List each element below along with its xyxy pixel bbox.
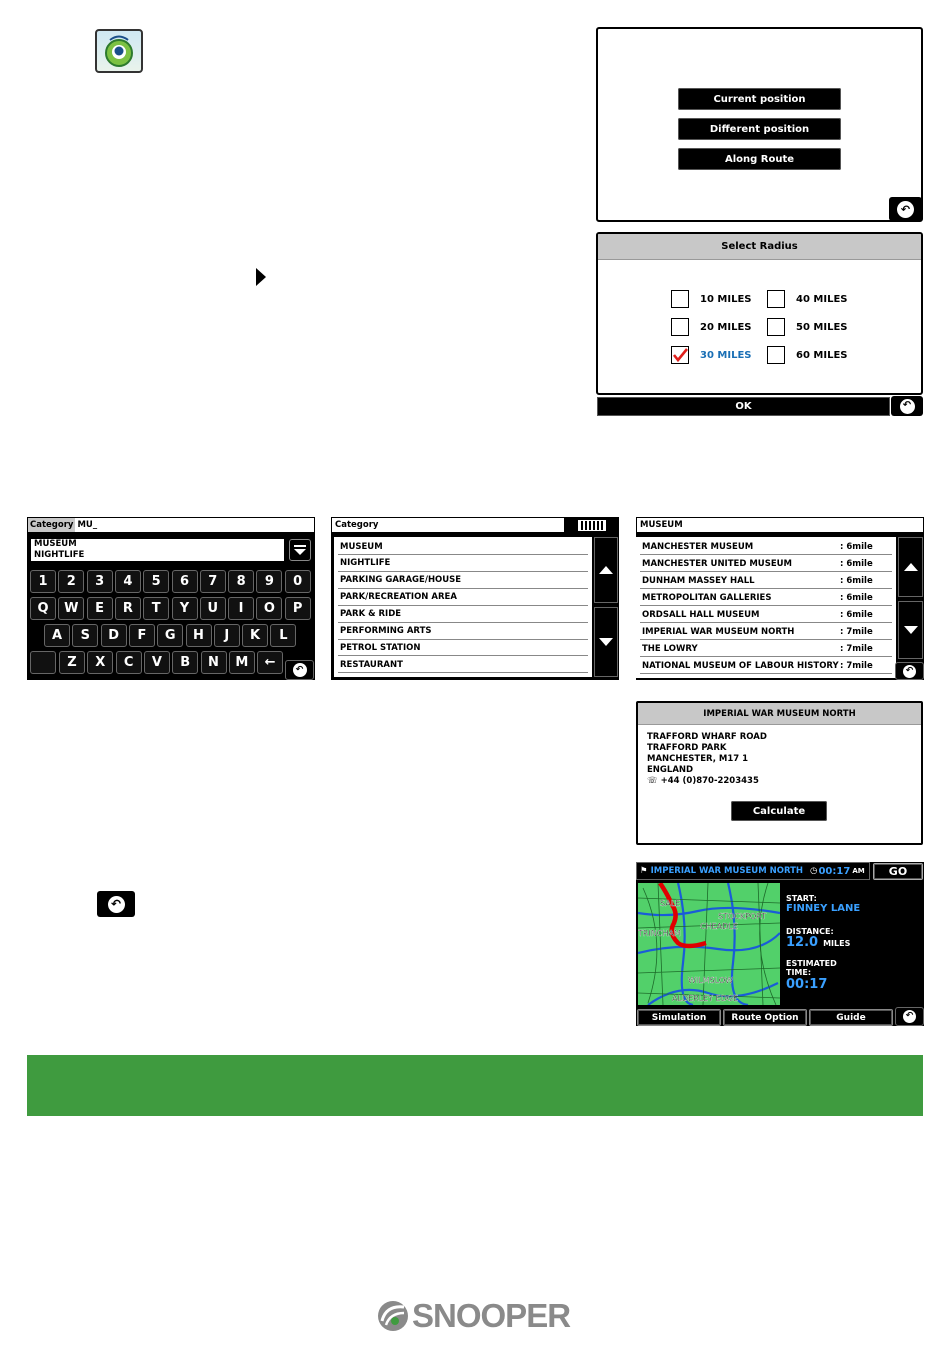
address-line: ENGLAND (647, 765, 694, 775)
result-distance: : 6mile (840, 610, 873, 620)
results-back-button[interactable] (895, 662, 924, 680)
route-header (636, 862, 870, 880)
flag-icon: ⚑ (640, 866, 648, 876)
result-row[interactable] (640, 573, 892, 589)
different-position-button[interactable]: Different position (678, 118, 841, 140)
address-line: TRAFFORD PARK (647, 743, 727, 753)
route-map (638, 883, 780, 1005)
category-search-field[interactable] (27, 517, 315, 533)
radius-10-checkbox[interactable] (671, 290, 689, 308)
key[interactable]: A (44, 624, 70, 647)
radius-title: Select Radius (721, 241, 798, 252)
key[interactable]: E (87, 597, 113, 620)
snooper-logo-icon (376, 1299, 410, 1333)
back-arrow-icon: ↶ (900, 399, 915, 414)
result-row[interactable] (640, 624, 892, 640)
key[interactable]: 1 (30, 570, 56, 593)
chevron-down-icon (294, 549, 306, 555)
result-distance: : 6mile (840, 542, 873, 552)
key[interactable]: X (87, 651, 113, 674)
category-item[interactable]: PARK & RIDE (338, 607, 588, 623)
suggestion-dropdown-button[interactable] (289, 539, 311, 561)
radius-30-label: 30 MILES (700, 350, 752, 361)
radius-10-label: 10 MILES (700, 294, 752, 305)
category-field-value: MU_ (77, 520, 98, 530)
category-item[interactable]: NIGHTLIFE (338, 556, 588, 572)
start-value: FINNEY LANE (786, 903, 861, 914)
category-field-label: Category (30, 520, 74, 530)
radius-40-label: 40 MILES (796, 294, 848, 305)
key[interactable]: G (157, 624, 183, 647)
key[interactable]: 8 (228, 570, 254, 593)
route-info-panel (786, 894, 860, 993)
snooper-logo (376, 1298, 576, 1334)
category-item[interactable]: PARK/RECREATION AREA (338, 590, 588, 606)
suggestion-item[interactable]: NIGHTLIFE (34, 550, 85, 560)
poi-eye-icon (97, 31, 141, 71)
results-screen (636, 517, 924, 680)
keyboard-screen (27, 517, 315, 680)
key[interactable]: S (72, 624, 98, 647)
key[interactable]: M (229, 651, 255, 674)
radius-60-checkbox[interactable] (767, 346, 785, 364)
distance-label: DISTANCE: (786, 927, 834, 936)
result-name: MANCHESTER MUSEUM (642, 542, 754, 552)
key[interactable]: U (200, 597, 226, 620)
key[interactable]: D (101, 624, 127, 647)
up-arrow-icon (904, 563, 918, 571)
route-back-button[interactable] (895, 1007, 924, 1026)
down-arrow-icon (599, 638, 613, 646)
key[interactable]: J (214, 624, 240, 647)
results-field[interactable] (636, 517, 924, 533)
key[interactable]: N (201, 651, 227, 674)
radius-screen (596, 232, 923, 395)
result-row[interactable] (640, 658, 892, 674)
guide-button[interactable]: Guide (809, 1009, 893, 1026)
calculate-button[interactable]: Calculate (731, 801, 827, 821)
simulation-button[interactable]: Simulation (637, 1009, 721, 1026)
result-row[interactable] (640, 607, 892, 623)
map-label: TRINCHAM (638, 929, 681, 938)
map-label: ALDERLEY EDGE (672, 994, 739, 1003)
up-arrow-icon (599, 566, 613, 574)
radius-20-label: 20 MILES (700, 322, 752, 333)
key[interactable]: B (172, 651, 198, 674)
result-name: METROPOLITAN GALLERIES (642, 593, 772, 603)
category-item[interactable]: PERFORMING ARTS (338, 624, 588, 640)
map-label: WILMSLOW (688, 976, 734, 985)
poi-detail-title-bar (638, 703, 921, 725)
result-distance: : 7mile (840, 627, 873, 637)
poi-title: IMPERIAL WAR MUSEUM NORTH (703, 708, 856, 719)
back-arrow-icon: ↶ (903, 1010, 916, 1023)
current-position-button[interactable]: Current position (678, 88, 841, 110)
key[interactable]: 7 (200, 570, 226, 593)
route-ampm: AM (852, 867, 865, 875)
map-label: CHEADLE (700, 922, 738, 931)
green-band (27, 1055, 923, 1116)
radius-title-bar (598, 234, 921, 260)
key[interactable]: Z (59, 651, 85, 674)
key[interactable]: V (144, 651, 170, 674)
radius-40-checkbox[interactable] (767, 290, 785, 308)
back-arrow-icon: ↶ (897, 201, 914, 218)
ok-button[interactable]: OK (597, 397, 890, 416)
result-row[interactable] (640, 539, 892, 555)
poi-address (647, 732, 767, 787)
route-destination: IMPERIAL WAR MUSEUM NORTH (650, 866, 804, 876)
along-route-button[interactable]: Along Route (678, 148, 841, 170)
address-line: MANCHESTER, M17 1 (647, 754, 749, 764)
key[interactable]: ← (257, 651, 283, 674)
go-button[interactable]: GO (873, 863, 923, 880)
estimated-time-value: 00:17 (786, 977, 828, 992)
down-arrow-icon (904, 626, 918, 634)
result-distance: : 7mile (840, 644, 873, 654)
time-label: TIME: (786, 968, 812, 977)
map-label: STOCKPORT (718, 912, 767, 921)
scroll-down-button[interactable] (594, 607, 618, 677)
category-item[interactable]: PARKING GARAGE/HOUSE (338, 573, 588, 589)
results-list (636, 537, 896, 678)
scroll-up-button[interactable] (594, 537, 618, 603)
results-field-label: MUSEUM (640, 520, 683, 530)
radius-50-label: 50 MILES (796, 322, 848, 333)
back-arrow-icon: ↶ (293, 663, 307, 677)
start-label: START: (786, 894, 817, 903)
key[interactable]: K (242, 624, 268, 647)
key[interactable]: F (129, 624, 155, 647)
map-label: SALE (660, 899, 681, 908)
result-distance: : 6mile (840, 593, 873, 603)
result-name: IMPERIAL WAR MUSEUM NORTH (642, 627, 795, 637)
key[interactable]: 2 (58, 570, 84, 593)
category-list (334, 537, 592, 677)
radius-30-checkbox[interactable] (671, 346, 689, 364)
result-row[interactable] (640, 641, 892, 657)
route-time: 00:17 (818, 865, 851, 877)
result-distance: : 7mile (840, 661, 873, 671)
result-distance: : 6mile (840, 559, 873, 569)
key[interactable]: C (116, 651, 142, 674)
result-name: DUNHAM MASSEY HALL (642, 576, 755, 586)
result-name: THE LOWRY (642, 644, 698, 654)
key[interactable]: R (115, 597, 141, 620)
keyboard-back-button[interactable] (285, 660, 314, 680)
radius-60-label: 60 MILES (796, 350, 848, 361)
key[interactable]: W (58, 597, 84, 620)
address-line: TRAFFORD WHARF ROAD (647, 732, 767, 742)
key[interactable]: O (256, 597, 282, 620)
back-button-illustration: ↶ (97, 891, 135, 917)
category-field[interactable] (331, 517, 565, 533)
back-button[interactable] (889, 197, 922, 221)
radius-20-checkbox[interactable] (671, 318, 689, 336)
key[interactable]: T (143, 597, 169, 620)
location-menu-screen (596, 27, 923, 222)
key[interactable]: H (186, 624, 212, 647)
category-item[interactable]: PETROL STATION (338, 640, 588, 656)
result-row[interactable] (640, 590, 892, 606)
distance-value: 12.0 (786, 935, 819, 950)
poi-detail-screen (636, 701, 923, 845)
key[interactable]: Y (172, 597, 198, 620)
key[interactable]: I (228, 597, 254, 620)
key[interactable]: 4 (115, 570, 141, 593)
key[interactable]: Q (30, 597, 56, 620)
radius-50-checkbox[interactable] (767, 318, 785, 336)
triangle-marker-icon (256, 268, 266, 286)
result-name: NATIONAL MUSEUM OF LABOUR HISTORY (642, 661, 839, 671)
result-row[interactable] (640, 556, 892, 572)
category-list-screen (331, 517, 619, 680)
poi-phone: +44 (0)870-2203435 (660, 776, 759, 786)
route-summary-screen (636, 862, 924, 1026)
result-name: MANCHESTER UNITED MUSEUM (642, 559, 792, 569)
key[interactable]: 6 (172, 570, 198, 593)
results-scroll-up-button[interactable] (898, 537, 923, 597)
key[interactable]: 0 (285, 570, 311, 593)
category-item[interactable]: MUSEUM (338, 539, 588, 555)
suggestion-item[interactable]: MUSEUM (34, 539, 77, 549)
blank-key[interactable] (30, 651, 56, 674)
keyboard-toggle-button[interactable] (567, 517, 617, 533)
category-item[interactable]: RESTAURANT (338, 657, 588, 673)
back-arrow-icon: ↶ (903, 665, 916, 678)
route-option-button[interactable]: Route Option (723, 1009, 807, 1026)
phone-icon: ☏ (647, 776, 658, 786)
results-scroll-down-button[interactable] (898, 601, 923, 659)
category-field-label: Category (335, 520, 379, 530)
distance-unit: MILES (823, 939, 851, 948)
key[interactable]: 3 (87, 570, 113, 593)
clock-icon: ◷ (810, 866, 818, 876)
radius-back-button[interactable] (891, 396, 923, 416)
key[interactable]: 9 (256, 570, 282, 593)
checkmark-icon (672, 347, 688, 363)
snooper-wordmark: SNOOPER (412, 1297, 571, 1334)
key[interactable]: L (270, 624, 296, 647)
keyboard-icon (578, 520, 606, 531)
result-name: ORDSALL HALL MUSEUM (642, 610, 760, 620)
key[interactable]: P (285, 597, 311, 620)
result-distance: : 6mile (840, 576, 873, 586)
key[interactable]: 5 (143, 570, 169, 593)
suggestion-list (30, 538, 285, 562)
estimated-label: ESTIMATED (786, 959, 837, 968)
poi-app-icon[interactable] (95, 29, 143, 73)
